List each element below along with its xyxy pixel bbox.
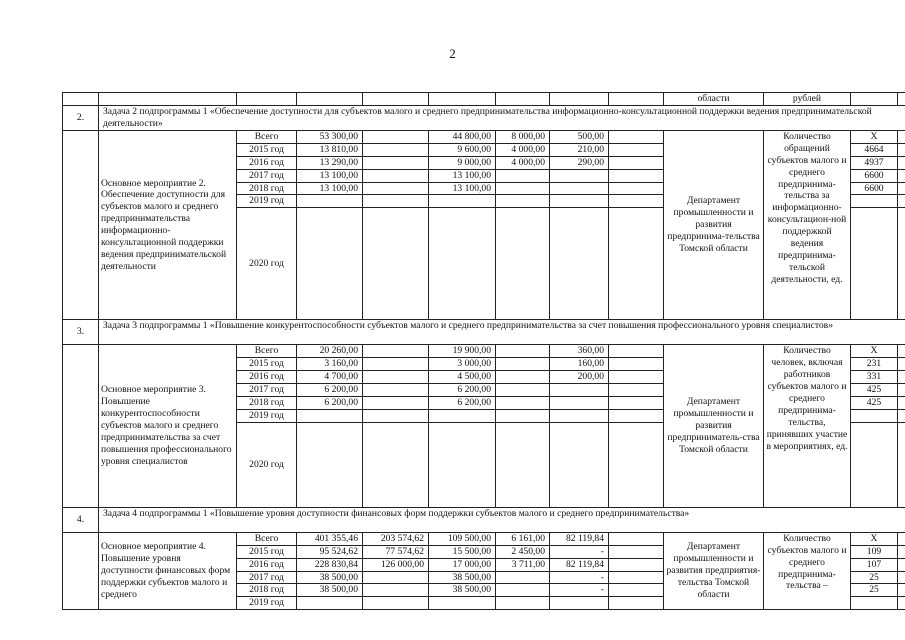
measure-name: Основное мероприятие 2. Обеспечение доступности для субъектов малого и среднего предпринимательства информационно-консультационной поддержки ведения предпринимательской деятельности <box>99 130 237 319</box>
regional-cell: 15 500,00 <box>429 545 496 558</box>
indicator-value-cell: 4937 <box>851 156 898 169</box>
empty-cell <box>609 345 664 358</box>
year-cell: Всего <box>237 345 297 358</box>
year-cell: 2016 год <box>237 558 297 571</box>
header-dept-cell: области <box>664 93 764 106</box>
total-cell: 228 830,84 <box>297 558 363 571</box>
empty-cell <box>898 182 905 195</box>
indicator-value-cell: 107 <box>851 558 898 571</box>
regional-cell: 9 600,00 <box>429 143 496 156</box>
federal-cell <box>363 195 429 208</box>
year-cell: 2017 год <box>237 571 297 584</box>
extra-budget-cell: 500,00 <box>550 130 609 143</box>
federal-cell <box>363 358 429 371</box>
federal-cell <box>363 208 429 320</box>
total-cell: 3 160,00 <box>297 358 363 371</box>
empty-cell <box>898 532 905 545</box>
year-cell: 2015 год <box>237 143 297 156</box>
empty-cell <box>898 384 905 397</box>
year-cell: 2020 год <box>237 208 297 320</box>
empty-cell <box>898 130 905 143</box>
extra-budget-cell: - <box>550 545 609 558</box>
task-title: Задача 4 подпрограммы 1 «Повышение уровня доступности финансовых форм поддержки субъектов малого и среднего предпринимательства» <box>99 507 905 532</box>
indicator-value-cell: 425 <box>851 384 898 397</box>
indicator-value-cell: Х <box>851 345 898 358</box>
year-cell: 2017 год <box>237 169 297 182</box>
regional-cell: 38 500,00 <box>429 584 496 597</box>
empty-cell <box>898 545 905 558</box>
indicator-value-cell <box>851 195 898 208</box>
header-continuation-row <box>63 93 905 106</box>
year-cell: 2017 год <box>237 384 297 397</box>
empty-cell <box>898 358 905 371</box>
indicator-value-cell: 6600 <box>851 182 898 195</box>
federal-cell <box>363 130 429 143</box>
empty-cell <box>609 545 664 558</box>
indicator-value-cell: 109 <box>851 545 898 558</box>
measure-name: Основное мероприятие 4. Повышение уровня доступности финансовых форм поддержки субъектов малого и среднего <box>99 532 237 609</box>
indicator-cell: Количество человек, включая работников субъектов малого и среднего предпринима-тельства, принявших участие в мероприятиях, ед. <box>764 345 851 507</box>
total-cell: 13 100,00 <box>297 182 363 195</box>
year-cell: Всего <box>237 130 297 143</box>
task-title: Задача 2 подпрограммы 1 «Обеспечение доступности для субъектов малого и среднего предпринимательства информационно-консультационной поддержки ведения предпринимательской деятельности» <box>99 105 905 130</box>
empty-number-cell <box>63 345 99 507</box>
indicator-value-cell: 331 <box>851 371 898 384</box>
total-cell: 401 355,46 <box>297 532 363 545</box>
federal-cell <box>363 156 429 169</box>
regional-cell <box>429 409 496 422</box>
extra-budget-cell: 160,00 <box>550 358 609 371</box>
executor-cell: Департамент промышленности и развития предпринима-тельства Томской области <box>664 130 764 319</box>
local-cell <box>496 396 550 409</box>
extra-budget-cell <box>550 384 609 397</box>
local-cell <box>496 409 550 422</box>
indicator-value-cell: Х <box>851 532 898 545</box>
page-number: 2 <box>449 46 456 61</box>
year-cell: 2019 год <box>237 409 297 422</box>
year-cell: 2019 год <box>237 195 297 208</box>
table-row <box>63 345 905 358</box>
empty-cell <box>609 195 664 208</box>
task-header-row <box>63 320 905 345</box>
regional-cell <box>429 597 496 610</box>
empty-cell <box>609 409 664 422</box>
regional-cell: 3 000,00 <box>429 358 496 371</box>
federal-cell <box>363 409 429 422</box>
regional-cell: 6 200,00 <box>429 396 496 409</box>
indicator-value-cell <box>851 208 898 320</box>
total-cell: 6 200,00 <box>297 396 363 409</box>
extra-budget-cell: 200,00 <box>550 371 609 384</box>
local-cell <box>496 422 550 507</box>
extra-budget-cell <box>550 422 609 507</box>
federal-cell <box>363 182 429 195</box>
extra-budget-cell <box>550 409 609 422</box>
task-header-row <box>63 105 905 130</box>
regional-cell: 19 900,00 <box>429 345 496 358</box>
total-cell <box>297 409 363 422</box>
local-cell: 3 711,00 <box>496 558 550 571</box>
local-cell <box>496 571 550 584</box>
empty-cell <box>898 169 905 182</box>
empty-cell <box>609 371 664 384</box>
empty-cell <box>898 396 905 409</box>
empty-cell <box>898 584 905 597</box>
empty-cell <box>609 532 664 545</box>
year-cell: 2019 год <box>237 597 297 610</box>
year-cell: 2018 год <box>237 584 297 597</box>
local-cell <box>496 384 550 397</box>
federal-cell <box>363 422 429 507</box>
regional-cell <box>429 208 496 320</box>
empty-cell <box>609 208 664 320</box>
local-cell: 8 000,00 <box>496 130 550 143</box>
empty-cell <box>609 558 664 571</box>
task-number: 3. <box>63 320 99 345</box>
federal-cell: 126 000,00 <box>363 558 429 571</box>
indicator-value-cell: 4664 <box>851 143 898 156</box>
indicator-value-cell: 231 <box>851 358 898 371</box>
year-cell: 2015 год <box>237 545 297 558</box>
empty-cell <box>609 422 664 507</box>
extra-budget-cell <box>550 597 609 610</box>
total-cell <box>297 195 363 208</box>
indicator-cell: Количество субъектов малого и среднего предпринима-тельства – <box>764 532 851 609</box>
extra-budget-cell: 82 119,84 <box>550 558 609 571</box>
federal-cell <box>363 396 429 409</box>
total-cell: 13 810,00 <box>297 143 363 156</box>
total-cell: 20 260,00 <box>297 345 363 358</box>
year-cell: Всего <box>237 532 297 545</box>
extra-budget-cell <box>550 169 609 182</box>
empty-cell <box>898 597 905 610</box>
empty-cell <box>609 358 664 371</box>
extra-budget-cell <box>550 195 609 208</box>
federal-cell: 203 574,62 <box>363 532 429 545</box>
total-cell: 38 500,00 <box>297 571 363 584</box>
measure-name: Основное мероприятие 3. Повышение конкурентоспособности субъектов малого и среднего предпринимательства за счет повышения профессионального уровня специалистов <box>99 345 237 507</box>
local-cell <box>496 584 550 597</box>
extra-budget-cell <box>550 208 609 320</box>
federal-cell: 77 574,62 <box>363 545 429 558</box>
year-cell: 2018 год <box>237 396 297 409</box>
regional-cell: 17 000,00 <box>429 558 496 571</box>
task-title: Задача 3 подпрограммы 1 «Повышение конкурентоспособности субъектов малого и среднего предпринимательства за счет повышения профессионального уровня специалистов» <box>99 320 905 345</box>
federal-cell <box>363 571 429 584</box>
regional-cell: 109 500,00 <box>429 532 496 545</box>
task-number: 4. <box>63 507 99 532</box>
total-cell: 95 524,62 <box>297 545 363 558</box>
total-cell: 13 290,00 <box>297 156 363 169</box>
federal-cell <box>363 584 429 597</box>
local-cell <box>496 345 550 358</box>
regional-cell <box>429 195 496 208</box>
federal-cell <box>363 384 429 397</box>
year-cell: 2016 год <box>237 156 297 169</box>
empty-cell <box>898 571 905 584</box>
empty-cell <box>898 156 905 169</box>
local-cell <box>496 371 550 384</box>
total-cell: 13 100,00 <box>297 169 363 182</box>
federal-cell <box>363 143 429 156</box>
empty-number-cell <box>63 130 99 319</box>
extra-budget-cell: - <box>550 571 609 584</box>
regional-cell: 9 000,00 <box>429 156 496 169</box>
empty-cell <box>898 195 905 208</box>
local-cell: 4 000,00 <box>496 156 550 169</box>
extra-budget-cell <box>550 396 609 409</box>
extra-budget-cell: - <box>550 584 609 597</box>
local-cell: 6 161,00 <box>496 532 550 545</box>
empty-cell <box>898 143 905 156</box>
local-cell <box>496 195 550 208</box>
table-row <box>63 130 905 143</box>
executor-cell: Департамент промышленности и развития предприниматель-ства Томской области <box>664 345 764 507</box>
regional-cell: 44 800,00 <box>429 130 496 143</box>
local-cell <box>496 208 550 320</box>
total-cell <box>297 422 363 507</box>
extra-budget-cell: 82 119,84 <box>550 532 609 545</box>
empty-cell <box>609 143 664 156</box>
regional-cell: 4 500,00 <box>429 371 496 384</box>
header-unit-cell: рублей <box>764 93 851 106</box>
regional-cell: 13 100,00 <box>429 169 496 182</box>
empty-cell <box>609 130 664 143</box>
table-row <box>63 532 905 545</box>
total-cell: 38 500,00 <box>297 584 363 597</box>
empty-cell <box>898 409 905 422</box>
year-cell: 2018 год <box>237 182 297 195</box>
extra-budget-cell: 210,00 <box>550 143 609 156</box>
regional-cell: 13 100,00 <box>429 182 496 195</box>
empty-cell <box>609 571 664 584</box>
empty-cell <box>898 371 905 384</box>
year-cell: 2020 год <box>237 422 297 507</box>
local-cell <box>496 182 550 195</box>
empty-cell <box>609 156 664 169</box>
regional-cell <box>429 422 496 507</box>
indicator-value-cell <box>851 409 898 422</box>
total-cell <box>297 597 363 610</box>
federal-cell <box>363 371 429 384</box>
total-cell: 4 700,00 <box>297 371 363 384</box>
extra-budget-cell: 290,00 <box>550 156 609 169</box>
extra-budget-cell <box>550 182 609 195</box>
empty-cell <box>609 384 664 397</box>
task-header-row <box>63 507 905 532</box>
total-cell: 53 300,00 <box>297 130 363 143</box>
empty-number-cell <box>63 532 99 609</box>
extra-budget-cell: 360,00 <box>550 345 609 358</box>
local-cell: 2 450,00 <box>496 545 550 558</box>
empty-cell <box>898 422 905 507</box>
local-cell <box>496 358 550 371</box>
executor-cell: Департамент промышленности и развития предприятия-тельства Томской области <box>664 532 764 609</box>
regional-cell: 38 500,00 <box>429 571 496 584</box>
empty-cell <box>609 182 664 195</box>
empty-cell <box>898 208 905 320</box>
empty-cell <box>898 345 905 358</box>
empty-cell <box>898 558 905 571</box>
indicator-cell: Количество обращений субъектов малого и среднего предпринима-тельства за информационно-консультацион-ной поддержкой ведения предпринима-тельской деятельности, ед. <box>764 130 851 319</box>
indicator-value-cell: 25 <box>851 584 898 597</box>
program-table <box>62 92 905 610</box>
local-cell: 4 000,00 <box>496 143 550 156</box>
indicator-value-cell <box>851 597 898 610</box>
local-cell <box>496 169 550 182</box>
federal-cell <box>363 597 429 610</box>
indicator-value-cell: Х <box>851 130 898 143</box>
total-cell: 6 200,00 <box>297 384 363 397</box>
empty-cell <box>609 584 664 597</box>
federal-cell <box>363 169 429 182</box>
indicator-value-cell: 25 <box>851 571 898 584</box>
total-cell <box>297 208 363 320</box>
indicator-value-cell <box>851 422 898 507</box>
local-cell <box>496 597 550 610</box>
empty-cell <box>609 169 664 182</box>
federal-cell <box>363 345 429 358</box>
empty-cell <box>609 597 664 610</box>
indicator-value-cell: 425 <box>851 396 898 409</box>
regional-cell: 6 200,00 <box>429 384 496 397</box>
year-cell: 2016 год <box>237 371 297 384</box>
task-number: 2. <box>63 105 99 130</box>
indicator-value-cell: 6600 <box>851 169 898 182</box>
empty-cell <box>609 396 664 409</box>
year-cell: 2015 год <box>237 358 297 371</box>
